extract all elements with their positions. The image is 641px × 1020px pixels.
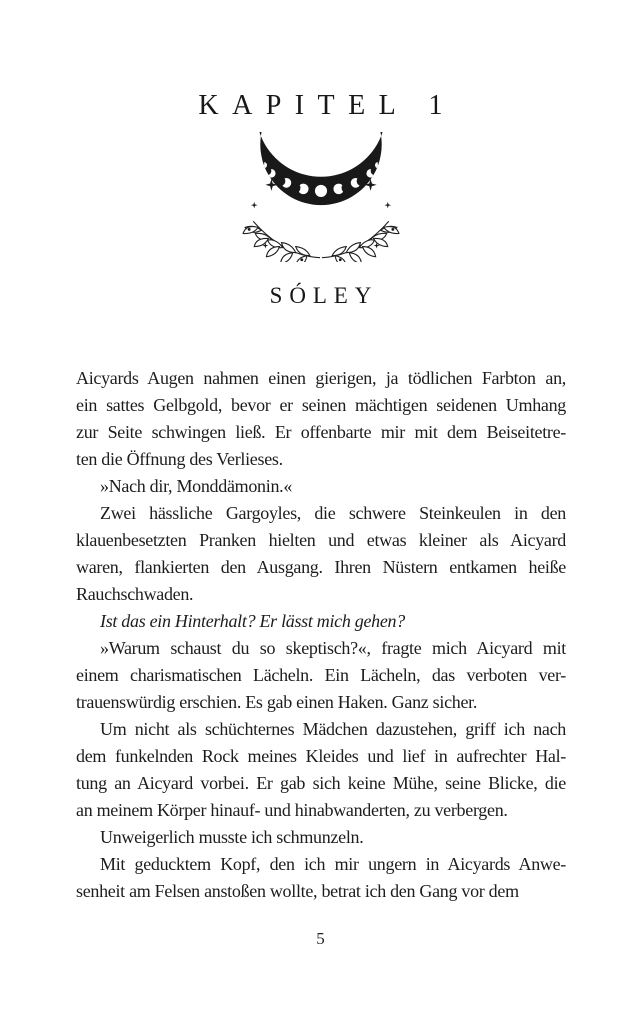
body-text — [76, 365, 566, 905]
text-line: Mit geducktem Kopf, den ich mir ungern in Aicyards Anwe- — [100, 854, 566, 874]
text-line: Um nicht als schüchternes Mädchen dazustehen, griff ich nach — [100, 719, 566, 739]
paragraph — [76, 716, 566, 824]
paragraph — [76, 824, 566, 851]
page-number: 5 — [316, 929, 325, 948]
paragraph — [76, 473, 566, 500]
text-line: dem funkelnden Rock meines Kleides und lief in aufrechter Hal- — [76, 746, 566, 766]
paragraph — [76, 500, 566, 608]
text-line: ein sattes Gelbgold, bevor er seinen mächtigen seidenen Umhang — [76, 395, 566, 415]
text-line: Zwei hässliche Gargoyles, die schwere Steinkeulen in den — [100, 503, 566, 523]
text-line: an meinem Körper hinauf- und hinabwanderten, zu verbergen. — [76, 800, 508, 820]
crescent-moon-phases-laurel-icon — [235, 132, 407, 267]
chapter-heading: KAPITEL 1 — [198, 90, 456, 121]
text-line: Rauchschwaden. — [76, 584, 194, 604]
text-line: zur Seite schwingen ließ. Er offenbarte mir mit dem Beiseitetre- — [76, 422, 566, 442]
text-line: trauenswürdig erschien. Es gab einen Haken. Ganz sicher. — [76, 692, 478, 712]
paragraph — [76, 365, 566, 473]
text-line: ten die Öffnung des Verlieses. — [76, 449, 283, 469]
text-line: tung an Aicyard vorbei. Er gab sich keine Mühe, seine Blicke, die — [76, 773, 566, 793]
text-line: Unweigerlich musste ich schmunzeln. — [100, 827, 364, 847]
text-line: einem charismatischen Lächeln. Ein Lächeln, das verboten ver- — [76, 665, 566, 685]
text-line: klauenbesetzten Pranken hielten und etwas kleiner als Aicyard — [76, 530, 566, 550]
text-line: waren, flankierten den Ausgang. Ihren Nüstern entkamen heiße — [76, 557, 566, 577]
text-line: »Nach dir, Monddämonin.« — [100, 476, 293, 496]
paragraph — [76, 608, 566, 635]
text-line: Aicyards Augen nahmen einen gierigen, ja tödlichen Farbton an, — [76, 368, 566, 388]
text-line: »Warum schaust du so skeptisch?«, fragte mich Aicyard mit — [100, 638, 566, 658]
paragraph — [76, 635, 566, 716]
section-heading: SÓLEY — [269, 283, 379, 308]
text-line: Ist das ein Hinterhalt? Er lässt mich gehen? — [100, 611, 405, 631]
paragraph — [76, 851, 566, 905]
text-line: senheit am Felsen anstoßen wollte, betrat ich den Gang vor dem — [76, 881, 519, 901]
